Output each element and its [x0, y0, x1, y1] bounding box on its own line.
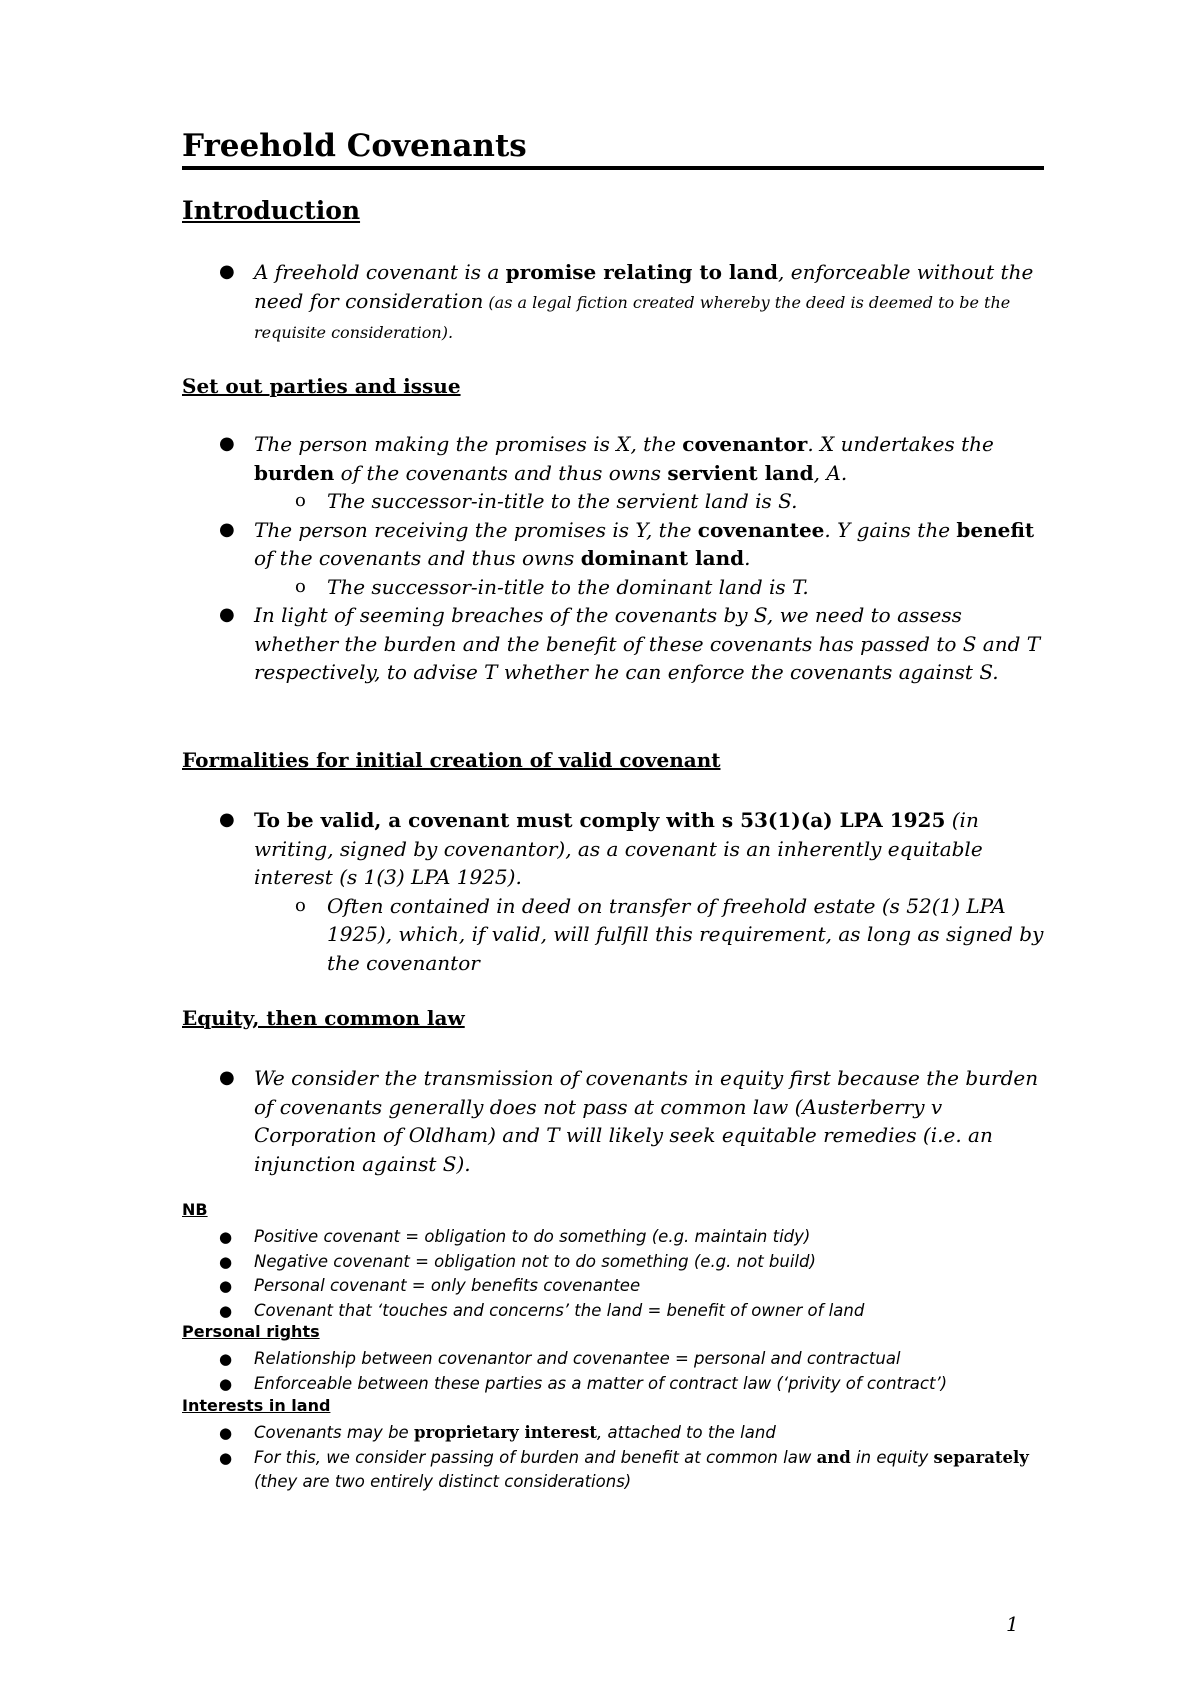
list-item: ● Personal covenant = only benefits covenantee: [182, 1274, 1052, 1299]
heading-interests: Interests in land: [182, 1396, 331, 1415]
list-item: ● We consider the transmission of covenants in equity first because the burden of covenants generally does not pass at common law (Austerberry v Corporation of Oldham) and T will likely seek equitable remedies (i.e. an injunction against S).: [219, 1066, 1039, 1176]
bullet-icon: ●: [219, 1350, 233, 1368]
list-item: ● Covenant that ‘touches and concerns’ the land = benefit of owner of land: [182, 1299, 1052, 1324]
list-item: ● Negative covenant = obligation not to do something (e.g. not build): [182, 1250, 1052, 1275]
heading-introduction: Introduction: [182, 196, 361, 225]
list-item: ● For this, we consider passing of burden and benefit at common law and in equity separately (they are two entirely distinct considerations): [219, 1447, 1029, 1491]
equity-list: [182, 1064, 1052, 1178]
list-item: ● In light of seeming breaches of the covenants by S, we need to assess whether the burden and the benefit of these covenants has passed to S and T respectively, to advise T whether he can enforce the covenants against S.: [219, 603, 1041, 684]
sub-bullet-icon: o: [295, 490, 306, 511]
sub-bullet-icon: o: [295, 894, 306, 916]
list-item: ● The person making the promises is X, the covenantor. X undertakes the burden of the covenants and thus owns servient land, A.: [219, 432, 994, 485]
list-item: ● To be valid, a covenant must comply with s 53(1)(a) LPA 1925 (in writing, signed by covenantor), as a covenant is an inherently equitable interest (s 1(3) LPA 1925).: [219, 808, 983, 889]
page-number: 1: [1006, 1612, 1019, 1636]
interests-list: [182, 1421, 1052, 1495]
list-item: ● Relationship between covenantor and covenantee = personal and contractual: [182, 1347, 1052, 1372]
sub-list-item: o The successor-in-title to the dominant land is T.: [182, 573, 1052, 602]
bullet-icon: ●: [219, 604, 235, 625]
bullet-icon: ●: [219, 1301, 233, 1320]
heading-nb: NB: [182, 1200, 208, 1219]
bullet-icon: ●: [219, 433, 235, 454]
heading-equity: Equity, then common law: [182, 1006, 465, 1030]
bullet-icon: ●: [219, 1374, 233, 1393]
sub-list-item: o The successor-in-title to the servient land is S.: [182, 487, 1052, 516]
personal-rights-list: [182, 1347, 1052, 1396]
bullet-icon: ●: [219, 1252, 233, 1271]
formalities-list: [182, 806, 1052, 977]
bullet-icon: ●: [219, 261, 235, 282]
list-item: ● Enforceable between these parties as a matter of contract law (‘privity of contract’): [182, 1372, 1052, 1397]
bullet-icon: ●: [219, 518, 235, 540]
parties-list: [182, 430, 1052, 687]
list-item: ● Positive covenant = obligation to do something (e.g. maintain tidy): [182, 1225, 1052, 1250]
bullet-icon: ●: [219, 1448, 233, 1467]
bullet-icon: ●: [219, 1067, 235, 1088]
nb-list: [182, 1225, 1052, 1323]
heading-parties: Set out parties and issue: [182, 374, 461, 398]
list-item: ● A freehold covenant is a promise relating to land, enforceable without the need for consideration (as a legal fiction created whereby the deed is deemed to be the requisite consideration).: [219, 260, 1034, 342]
list-item: ● The person receiving the promises is Y, the covenantee. Y gains the benefit of the covenants and thus owns dominant land.: [219, 517, 1035, 570]
heading-formalities: Formalities for initial creation of valid covenant: [182, 748, 721, 772]
bullet-icon: ●: [219, 1228, 233, 1246]
sub-list-item: o Often contained in deed on transfer of freehold estate (s 52(1) LPA 1925), which, if valid, will fulfill this requirement, as long as signed by the covenantor: [295, 893, 1044, 975]
list-item: ● Covenants may be proprietary interest, attached to the land: [182, 1421, 1052, 1446]
document-title: Freehold Covenants: [182, 126, 1044, 170]
bullet-icon: ●: [219, 1277, 233, 1295]
bullet-icon: ●: [219, 1424, 233, 1442]
heading-personal-rights: Personal rights: [182, 1322, 320, 1341]
introduction-list: [182, 258, 1052, 348]
sub-bullet-icon: o: [295, 575, 306, 597]
bullet-icon: ●: [219, 809, 235, 830]
